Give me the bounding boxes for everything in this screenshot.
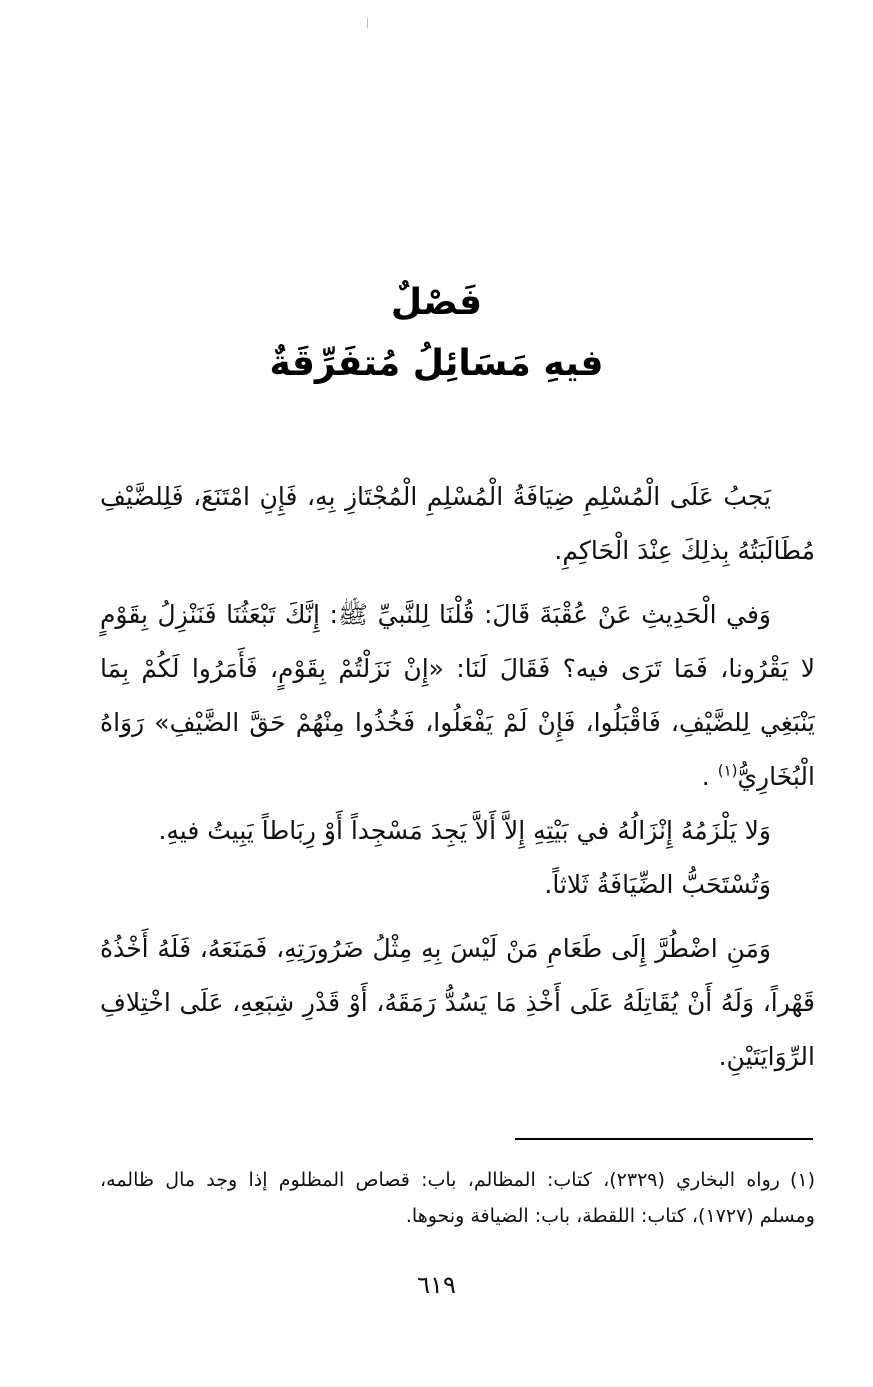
hadith-end: . <box>701 762 710 791</box>
footnotes <box>100 1162 815 1234</box>
page-number: ٦١٩ <box>417 1271 456 1299</box>
paragraph-lodging: وَلا يَلْزَمُهُ إِنْزَالُهُ في بَيْتِهِ إِلاَّ أَلاَّ يَجِدَ مَسْجِداً أَوْ رِبَاطاً يَبِيتُ فيهِ. <box>158 816 771 845</box>
main-text <box>100 470 815 1094</box>
footnote-number: (١) <box>789 1169 815 1191</box>
crop-mark <box>367 18 368 28</box>
footnote-divider <box>515 1138 813 1140</box>
footnote-reference[interactable]: (١) <box>717 761 738 780</box>
paragraph-three-days: وَتُسْتَحَبُّ الضِّيَافَةُ ثَلاثاً. <box>544 870 771 899</box>
paragraph-hospitality-duty: يَجبُ عَلَى الْمُسْلِمِ ضِيَافَةُ الْمُسْلِمِ الْمُجْتَازِ بِهِ، فَإِنِ امْتَنَعَ، فَلِلضَّيْفِ مُطَالَبَتُهُ بِذلِكَ عِنْدَ الْحَاكِمِ. <box>100 482 815 565</box>
hadith-text: وَفي الْحَدِيثِ عَنْ عُقْبَةَ قَالَ: قُلْنَا لِلنَّبيِّ ﷺ: إِنَّكَ تَبْعَثُنَا فَنَنْزِلُ بِقَوْمٍ لا يَقْرُونا، فَمَا تَرَى فيه؟ فَقَالَ لَنَا: «إِنْ نَزَلْتُمْ بِقَوْمٍ، فَأَمَرُوا لَكُمْ بِمَا يَنْبَغِي لِلضَّيْفِ، فَاقْبَلُوا، فَإِنْ لَمْ يَفْعَلُوا، فَخُذُوا مِنْهُمْ حَقَّ الضَّيْفِ» رَوَاهُ الْبُخَارِيُّ <box>100 600 815 791</box>
section-subheading: فيهِ مَسَائِلُ مُتفَرِّقَةٌ <box>269 343 604 384</box>
section-heading: فَصْلٌ <box>390 282 483 323</box>
footnote-item <box>100 1162 815 1234</box>
footnote-text: رواه البخاري (٢٣٢٩)، كتاب: المظالم، باب: قصاص المظلوم إذا وجد مال ظالمه، ومسلم (١٧٢٧)، كتاب: اللقطة، باب: الضيافة ونحوها. <box>100 1169 815 1227</box>
paragraph-hadith <box>100 588 815 804</box>
paragraph-necessity: وَمَنِ اضْطُرَّ إِلَى طَعَامِ مَنْ لَيْسَ بِهِ مِثْلُ ضَرُورَتِهِ، فَمَنَعَهُ، فَلَهُ أَخْذُهُ قَهْراً، وَلَهُ أَنْ يُقَاتِلَهُ عَلَى أَخْذِ مَا يَسُدُّ رَمَقَهُ، أَوْ قَدْرِ شِبَعِهِ، عَلَى اخْتِلافِ الرِّوَايَتَيْنِ. <box>100 934 815 1071</box>
